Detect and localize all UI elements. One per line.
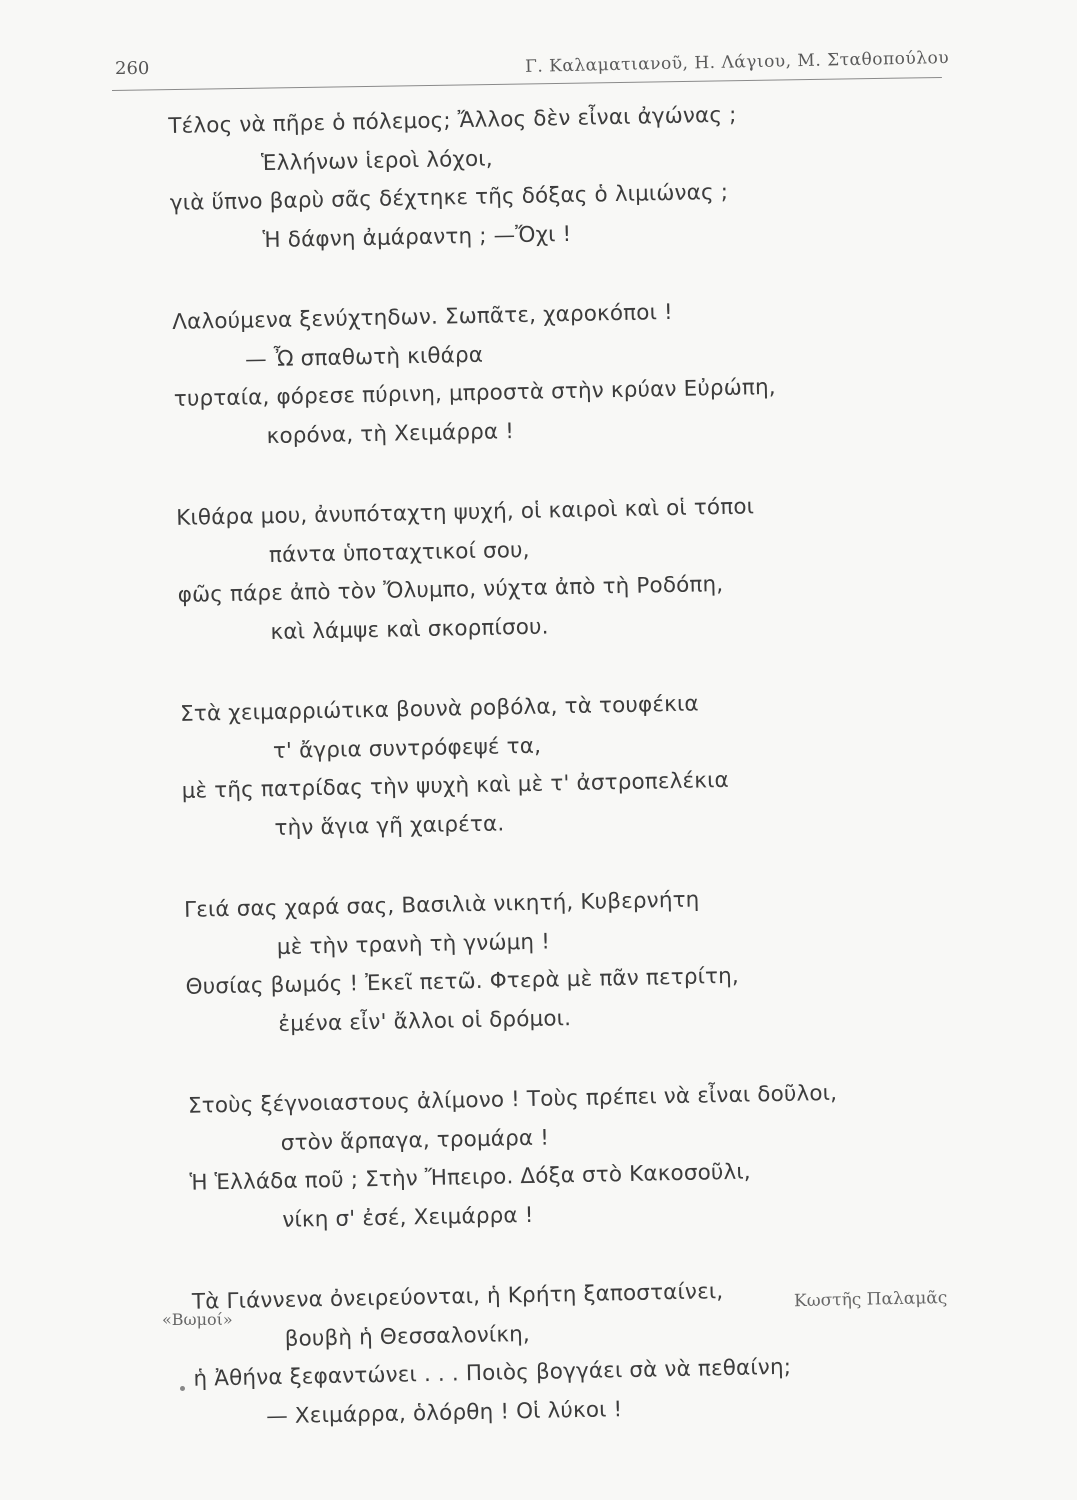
poem-line: Ἡ δάφνη ἀμάραντη ; —Ὄχι !	[262, 221, 572, 253]
stanza-6	[188, 1073, 951, 1242]
poem-line: πάντα ὑποταχτικοί σου,	[268, 537, 530, 568]
stanza-3	[176, 485, 939, 654]
poem-line: κορόνα, τὴ Χειμάρρα !	[266, 418, 515, 449]
poem-line: Στοὺς ξέγνοιαστους ἀλίμονο ! Τοὺς πρέπει νὰ εἶναι δοῦλοι,	[187, 1080, 838, 1119]
poem-line: τ' ἄγρια συντρόφεψέ τα,	[272, 733, 542, 764]
poem-line: Θυσίας βωμός ! Ἐκεῖ πετῶ. Φτερὰ μὲ πᾶν πετρίτη,	[185, 963, 740, 1000]
poem-line: φῶς πάρε ἀπὸ τὸν Ὄλυμπο, νύχτα ἀπὸ τὴ Ροδόπη,	[177, 571, 724, 608]
header-rule	[112, 77, 942, 91]
page-number: 260	[115, 58, 150, 79]
poem-line: μὲ τὴν τρανὴ τὴ γνώμη !	[276, 929, 551, 960]
paper-speck	[180, 1386, 185, 1391]
stanza-4	[180, 681, 943, 850]
poem-line: γιὰ ὕπνο βαρὺ σᾶς δέχτηκε τῆς δόξας ὁ λιμιώνας ;	[169, 179, 729, 216]
poem-line: Γειά σας χαρά σας, Βασιλιὰ νικητή, Κυβερνήτη	[183, 887, 700, 923]
stanza-5	[184, 877, 947, 1046]
poem-line: Τὰ Γιάννενα ὀνειρεύονται, ἡ Κρήτη ξαποσταίνει,	[191, 1279, 724, 1315]
poem-line: Κιθάρα μου, ἀνυπόταχτη ψυχή, οἱ καιροὶ καὶ οἱ τόποι	[175, 494, 755, 531]
poem-line: μὲ τῆς πατρίδας τὴν ψυχὴ καὶ μὲ τ' ἀστροπελέκια	[181, 767, 730, 804]
poem-line: στὸν ἅρπαγα, τρομάρα !	[280, 1125, 550, 1156]
poem	[168, 93, 955, 1480]
poem-line: Τέλος νὰ πῆρε ὁ πόλεμος; Ἄλλος δὲν εἶναι ἀγώνας ;	[168, 102, 737, 139]
poem-line: Ἑλλήνων ἱεροὶ λόχοι,	[260, 145, 493, 176]
poem-line: — Χειμάρρα, ὁλόρθη ! Οἱ λύκοι !	[266, 1396, 623, 1429]
poem-line: τὴν ἅγια γῆ χαιρέτα.	[274, 810, 505, 841]
poem-line: Ἡ Ἑλλάδα ποῦ ; Στὴν Ἤπειρο. Δόξα στὸ Κακοσοῦλι,	[189, 1159, 752, 1196]
poem-line: — Ὦ σπαθωτὴ κιθάρα	[244, 342, 484, 373]
poem-line: Λαλούμενα ξενύχτηδων. Σωπᾶτε, χαροκόποι !	[172, 299, 674, 335]
poem-line: ἐμένα εἶν' ἄλλοι οἱ δρόμοι.	[278, 1005, 572, 1037]
source-title: «Βωμοί»	[162, 1310, 233, 1329]
running-head: Γ. Καλαματιανοῦ, Η. Λάγιου, Μ. Σταθοπούλου	[524, 48, 950, 77]
author-name: Κωστῆς Παλαμᾶς	[793, 1288, 948, 1312]
poem-line: Στὰ χειμαρριώτικα βουνὰ ροβόλα, τὰ τουφέκια	[179, 691, 699, 727]
stanza-1	[168, 93, 931, 262]
stanza-2	[172, 289, 935, 458]
poem-line: νίκη σ' ἐσέ, Χειμάρρα !	[282, 1202, 534, 1233]
poem-line: βουβὴ ἡ Θεσσαλονίκη,	[284, 1321, 531, 1352]
poem-line: τυρταία, φόρεσε πύρινη, μπροστὰ στὴν κρύαν Εὐρώπη,	[173, 374, 776, 412]
poem-line: καὶ λάμψε καὶ σκορπίσου.	[270, 613, 549, 645]
poem-line: ἡ Ἀθήνα ξεφαντώνει . . . Ποιὸς βογγάει σὰ νὰ πεθαίνη;	[193, 1354, 792, 1392]
